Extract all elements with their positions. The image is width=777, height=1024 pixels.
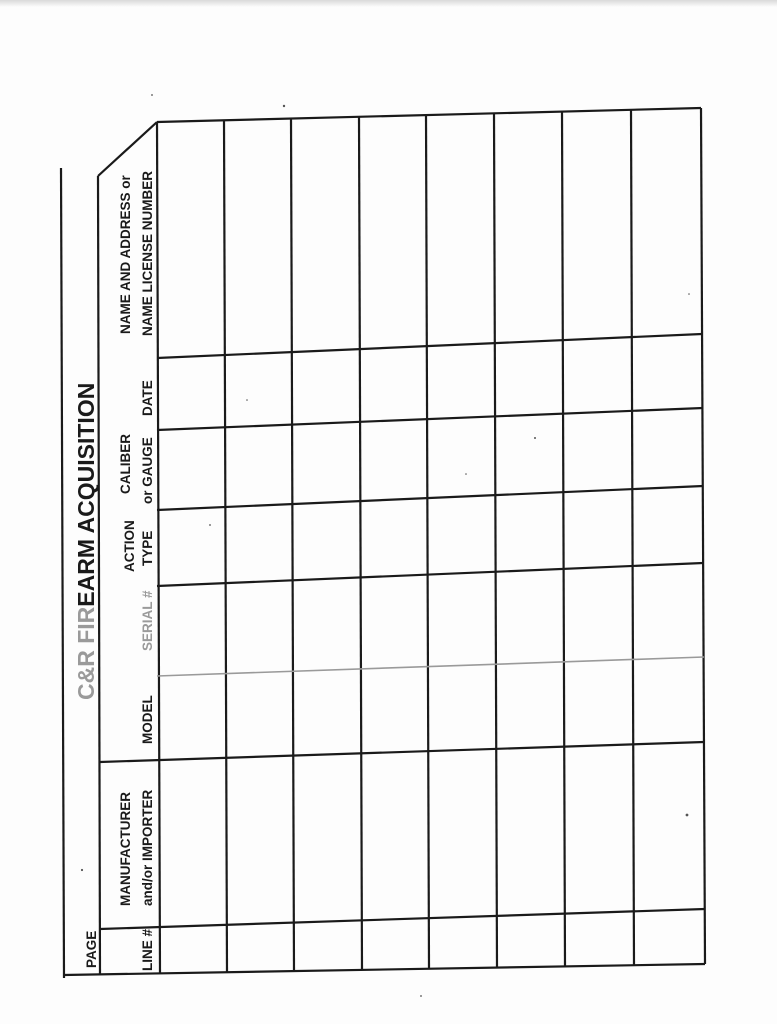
header-name-line1: NAME AND ADDRESS or bbox=[118, 175, 133, 334]
header-line-number: LINE # bbox=[140, 928, 155, 971]
row-line-7 bbox=[631, 110, 634, 966]
form-title-part-1: C&R FIR bbox=[73, 606, 99, 700]
header-action-line1: ACTION bbox=[122, 520, 137, 572]
header-model: MODEL bbox=[140, 695, 155, 744]
column-divider-serial bbox=[157, 563, 703, 586]
form-title-part-2: EARM ACQUISITION bbox=[73, 382, 99, 607]
column-divider-action bbox=[157, 486, 703, 510]
form-title bbox=[73, 383, 99, 700]
column-divider-caliber bbox=[157, 408, 703, 430]
row-line-6 bbox=[562, 112, 565, 967]
left-border-line bbox=[61, 168, 64, 978]
header-manufacturer-line1: MANUFACTURER bbox=[118, 792, 133, 906]
header-manufacturer-line2: and/or IMPORTER bbox=[140, 789, 155, 906]
form-grid bbox=[61, 108, 705, 978]
row-line-2 bbox=[291, 118, 294, 972]
column-divider-manufacturer bbox=[100, 742, 704, 762]
row-line-3 bbox=[359, 117, 362, 970]
header-body-separator bbox=[157, 122, 160, 974]
page-label: PAGE bbox=[84, 930, 99, 968]
header-action-line2: TYPE bbox=[140, 530, 155, 566]
header-caliber-line2: or GAUGE bbox=[140, 437, 155, 504]
header-name-line2: NAME LICENSE NUMBER bbox=[140, 170, 155, 336]
header-date: DATE bbox=[140, 380, 155, 416]
row-line-5 bbox=[494, 113, 497, 968]
scan-specks bbox=[81, 94, 690, 997]
corner-diagonal bbox=[98, 122, 157, 176]
right-border-line bbox=[701, 108, 705, 964]
row-line-4 bbox=[426, 115, 429, 969]
header-serial: SERIAL # bbox=[140, 590, 155, 651]
row-line-1 bbox=[224, 120, 227, 973]
top-border-line bbox=[157, 108, 701, 122]
column-divider-model-faded bbox=[157, 657, 704, 676]
column-divider-line bbox=[100, 909, 705, 929]
column-divider-date bbox=[157, 334, 702, 358]
header-caliber-line1: CALIBER bbox=[118, 434, 133, 494]
